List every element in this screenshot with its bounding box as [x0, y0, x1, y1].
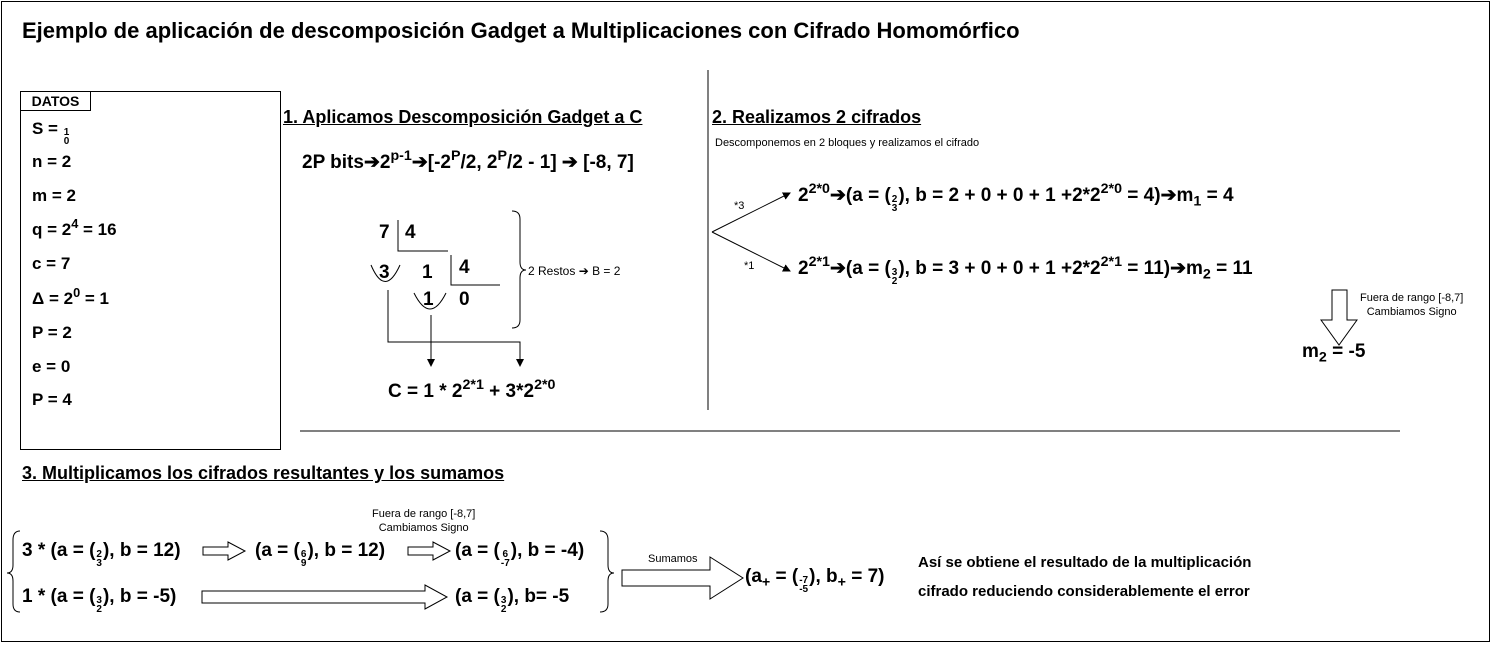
hollow-arrow-1 [203, 542, 245, 560]
m2-corrected [1302, 340, 1365, 364]
vector-entry: 2 [891, 276, 898, 287]
datos-item [32, 390, 72, 410]
formula-text: ➔ [363, 152, 380, 173]
formula-text: = 11 [1210, 258, 1253, 279]
mult-row2-end [455, 585, 569, 614]
formula-text: e = 0 [32, 357, 71, 376]
formula-text: /2, 2 [460, 152, 498, 173]
superscript: 0 [73, 285, 81, 300]
subscript: 2 [1202, 266, 1211, 283]
right-brace [600, 531, 614, 612]
formula-text: 1 * (a = ( [22, 586, 96, 607]
formula-text: ), b = -5) [102, 586, 177, 607]
conclusion-line-2: cifrado reduciendo considerablemente el error [918, 583, 1250, 600]
formula-text: + 3*2 [483, 381, 535, 402]
mult-row2-start [22, 585, 176, 614]
division-divisor: 4 [405, 222, 416, 243]
subscript: 2 [1318, 349, 1327, 366]
formula-text: 2 [379, 152, 391, 173]
formula-text: = 11)➔m [1122, 258, 1203, 279]
formula-text: = 16 [78, 220, 117, 239]
column-vector [64, 128, 70, 146]
formula-text: ), b = 12) [307, 540, 386, 561]
section2-title: 2. Realizamos 2 cifrados [712, 107, 922, 127]
division-remainder-1: 3 [379, 262, 390, 283]
section2-subtitle: Descomponemos en 2 bloques y realizamos el cifrado [715, 137, 980, 149]
vector-entry: 1 [63, 127, 70, 138]
formula-text: m = 2 [32, 186, 76, 205]
superscript: p-1 [390, 148, 412, 165]
vector-entry: 2 [500, 604, 507, 615]
hollow-arrow-down [1321, 290, 1357, 345]
column-vector [892, 268, 898, 286]
superscript: 2*0 [1100, 181, 1123, 198]
note-line-2: Cambiamos Signo [1366, 306, 1457, 318]
datos-item [32, 152, 71, 172]
division-remainder-2: 1 [423, 289, 434, 310]
superscript: P [497, 148, 508, 165]
note-line-1: Fuera de rango [-8,7] [1360, 292, 1464, 304]
vector-entry: -5 [799, 584, 809, 595]
vector-entry: 0 [63, 136, 70, 147]
division-dividend: 7 [379, 222, 390, 243]
formula-text: ), b= -5 [507, 586, 570, 607]
section1-title: 1. Aplicamos Descomposición Gadget a C [283, 107, 643, 127]
subscript: 1 [1193, 193, 1202, 210]
formula-text: [-2 [427, 152, 451, 173]
out-of-range-note-3 [372, 507, 475, 535]
vector-entry: 6 [300, 549, 307, 560]
formula-text: q = 2 [32, 220, 72, 239]
vector-entry: 6 [502, 549, 509, 560]
restos-brace [512, 211, 526, 328]
superscript: P [451, 148, 461, 165]
range-formula [302, 148, 634, 175]
section3-title: 3. Multiplicamos los cifrados resultantes y los sumamos [22, 463, 505, 483]
formula-text: (a = ( [255, 540, 300, 561]
restos-note: 2 Restos ➔ B = 2 [528, 264, 621, 278]
conclusion-line-1: Así se obtiene el resultado de la multiplicación [918, 554, 1252, 571]
division-quotient-2: 0 [459, 289, 470, 310]
vector-entry: 3 [96, 558, 102, 569]
datos-item [32, 285, 109, 309]
formula-text: = 7) [845, 566, 885, 587]
datos-item [32, 254, 70, 274]
formula-text: 2 [798, 258, 809, 279]
datos-item [32, 323, 72, 343]
formula-text: ), b = 2 + 0 + 0 + 1 +2*2 [898, 185, 1101, 206]
column-vector [799, 576, 808, 594]
hollow-arrow-2 [408, 542, 450, 560]
column-vector [96, 550, 102, 568]
formula-text: P = 2 [32, 323, 72, 342]
cipher-row-2 [798, 254, 1253, 287]
datos-item [32, 216, 117, 240]
arrow-remainder-3 [388, 290, 520, 366]
superscript: 2*1 [808, 254, 830, 271]
formula-text: c = 7 [32, 254, 71, 273]
datos-label: DATOS [20, 91, 91, 111]
division-divisor-2: 4 [459, 257, 470, 278]
superscript: 4 [71, 216, 79, 231]
datos-item [32, 357, 70, 377]
vector-entry: 3 [500, 595, 507, 606]
vector-entry: 9 [300, 558, 307, 569]
formula-text: = 4)➔m [1122, 185, 1194, 206]
column-vector [501, 550, 510, 568]
mult-row1-end [455, 539, 584, 568]
c-decomposition-result [388, 377, 556, 404]
vector-entry: 3 [96, 595, 102, 606]
formula-text: ), b [809, 566, 838, 587]
superscript: 2*1 [1100, 254, 1123, 271]
formula-text: 2P bits [302, 152, 364, 173]
formula-text: /2 - 1] ➔ [-8, 7] [507, 152, 634, 173]
subscript: + [837, 574, 846, 591]
formula-text: ➔ [411, 152, 428, 173]
formula-text: (a = ( [455, 540, 500, 561]
column-vector [501, 596, 507, 614]
left-brace [7, 531, 20, 612]
out-of-range-note [1360, 291, 1463, 319]
mult-row1-start [22, 539, 181, 568]
vector-entry: 3 [891, 267, 898, 278]
note-line-2: Cambiamos Signo [378, 522, 469, 534]
superscript: 2*0 [808, 181, 830, 198]
division-quotient-1: 1 [422, 262, 433, 283]
mult-row1-mid [255, 539, 385, 568]
formula-text: = -5 [1326, 341, 1366, 362]
branch-label-1: *1 [744, 260, 755, 272]
vector-entry: 2 [891, 194, 898, 205]
datos-item [32, 186, 76, 206]
formula-text: ), b = 3 + 0 + 0 + 1 +2*2 [898, 258, 1101, 279]
formula-text: (a = ( [455, 586, 500, 607]
formula-text: ), b = -4) [510, 540, 585, 561]
formula-text: ), b = 12) [102, 540, 181, 561]
formula-text: C = 1 * 2 [388, 381, 463, 402]
column-vector [301, 550, 307, 568]
superscript: 2*1 [462, 377, 484, 394]
vector-entry: 2 [96, 549, 102, 560]
formula-text: m [1302, 341, 1319, 362]
datos-item [32, 119, 70, 146]
sum-result [745, 565, 885, 594]
subscript: + [761, 574, 771, 591]
branch-label-3: *3 [734, 200, 745, 212]
formula-text: Δ = 2 [32, 289, 74, 308]
page-title: Ejemplo de aplicación de descomposición Gadget a Multiplicaciones con Cifrado Homomórfico [22, 18, 1020, 43]
formula-text: = 4 [1201, 185, 1234, 206]
formula-text: = 1 [80, 289, 109, 308]
vector-entry: 2 [96, 604, 102, 615]
column-vector [96, 596, 102, 614]
sum-label: Sumamos [648, 553, 698, 565]
branch-arrow-top [712, 193, 790, 232]
column-vector [892, 195, 898, 213]
formula-text: S = [32, 119, 63, 138]
vector-entry: 3 [891, 203, 898, 214]
formula-text: P = 4 [32, 390, 72, 409]
cipher-row-1 [798, 181, 1234, 214]
note-line-1: Fuera de rango [-8,7] [372, 508, 476, 520]
formula-text: 3 * (a = ( [22, 540, 96, 561]
formula-text: = ( [770, 566, 799, 587]
formula-text: 2 [798, 185, 809, 206]
vector-entry: -7 [500, 558, 510, 569]
formula-text: (a [745, 566, 762, 587]
superscript: 2*0 [534, 377, 556, 394]
formula-text: ➔(a = ( [829, 258, 891, 279]
formula-text: n = 2 [32, 152, 72, 171]
formula-text: ➔(a = ( [829, 185, 891, 206]
vector-entry: -7 [799, 575, 809, 586]
hollow-arrow-long [202, 585, 447, 609]
